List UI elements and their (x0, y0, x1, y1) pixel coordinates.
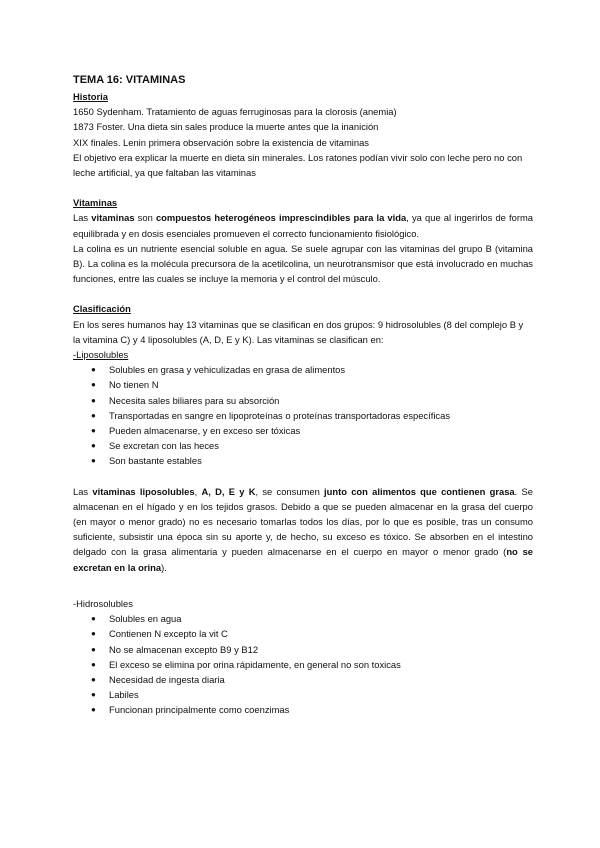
list-item: ● Pueden almacenarse, y en exceso ser tóxicas (91, 423, 533, 438)
list-item: ● Solubles en agua (91, 611, 533, 626)
list-item: ● Labiles (91, 687, 533, 702)
list-item: ● Se excretan con las heces (91, 438, 533, 453)
liposolubles-paragraph: Las vitaminas liposolubles, A, D, E y K, se consumen junto con alimentos que contienen grasa. Se almacenan en el hígado y en los tejidos grasos. Debido a que se pueden almacenar en la grasa del cuerpo (en mayor o menor grado) no es necesario tomarlas todos los días, por lo que es posible, tras un consumo suficiente, subsistir una época sin su aporte y, de hecho, su exceso es tóxico. Se absorben en el intestino delgado con la grasa alimentaria y pueden almacenarse en el cuerpo en mayor o menor grado (no se excretan en la orina). (73, 485, 533, 573)
list-item: ● No tienen N (91, 377, 533, 392)
historia-line: XIX finales. Lenin primera observación sobre la existencia de vitaminas (73, 136, 369, 148)
section-heading-vitaminas: Vitaminas (73, 197, 118, 209)
section-heading-historia: Historia (73, 91, 108, 102)
vitaminas-paragraph-1: Las vitaminas son compuestos heterogéneos imprescindibles para la vida, ya que al ingerirlos de forma equilibrada y en dosis esenciales promueven el correcto funcionamiento fisiológico. (73, 212, 533, 239)
list-item: ● Transportadas en sangre en lipoproteínas o proteínas transportadoras específicas (91, 408, 533, 423)
vitaminas-paragraph-2: La colina es un nutriente esencial soluble en agua. Se suele agrupar con las vitaminas del grupo B (vitamina B). La colina es la molécula precursora de la acetilcolina, un neurotransmisor que está involucrado en muchas funciones, entre las cuales se incluye la memoria y el control del músculo. (73, 242, 533, 285)
list-item: ● No se almacenan excepto B9 y B12 (91, 642, 533, 657)
page-title: TEMA 16: VITAMINAS (73, 74, 186, 86)
historia-line: 1873 Foster. Una dieta sin sales produce la muerte antes que la inanición (73, 121, 379, 133)
section-heading-clasificacion: Clasificación (73, 303, 131, 315)
list-item: ● Son bastante estables (91, 453, 533, 468)
list-item: ● Necesita sales biliares para su absorción (91, 393, 533, 408)
historia-line: 1650 Sydenham. Tratamiento de aguas ferruginosas para la clorosis (anemia) (73, 106, 397, 118)
list-item: ● Funcionan principalmente como coenzimas (91, 702, 533, 717)
list-item: ● Solubles en grasa y vehiculizadas en grasa de alimentos (91, 362, 533, 377)
list-item: ● Necesidad de ingesta diaria (91, 672, 533, 687)
list-item: ● Contienen N excepto la vit C (91, 626, 533, 641)
document-body (73, 72, 533, 718)
hidrosolubles-list (73, 611, 533, 717)
clasificacion-intro: En los seres humanos hay 13 vitaminas que se clasifican en dos grupos: 9 hidrosolubles (8 del complejo B y la vitamina C) y 4 liposolubles (A, D, E y K). Las vitaminas se clasifican en: (73, 318, 524, 345)
liposolubles-list (73, 362, 533, 468)
hidrosolubles-title: -Hidrosolubles (73, 597, 133, 609)
liposolubles-title: -Liposolubles (73, 349, 129, 361)
historia-line: El objetivo era explicar la muerte en dieta sin minerales. Los ratones podían vivir solo con leche pero no con leche artificial, ya que faltaban las vitaminas (73, 151, 523, 179)
list-item: ● El exceso se elimina por orina rápidamente, en general no son toxicas (91, 657, 533, 672)
